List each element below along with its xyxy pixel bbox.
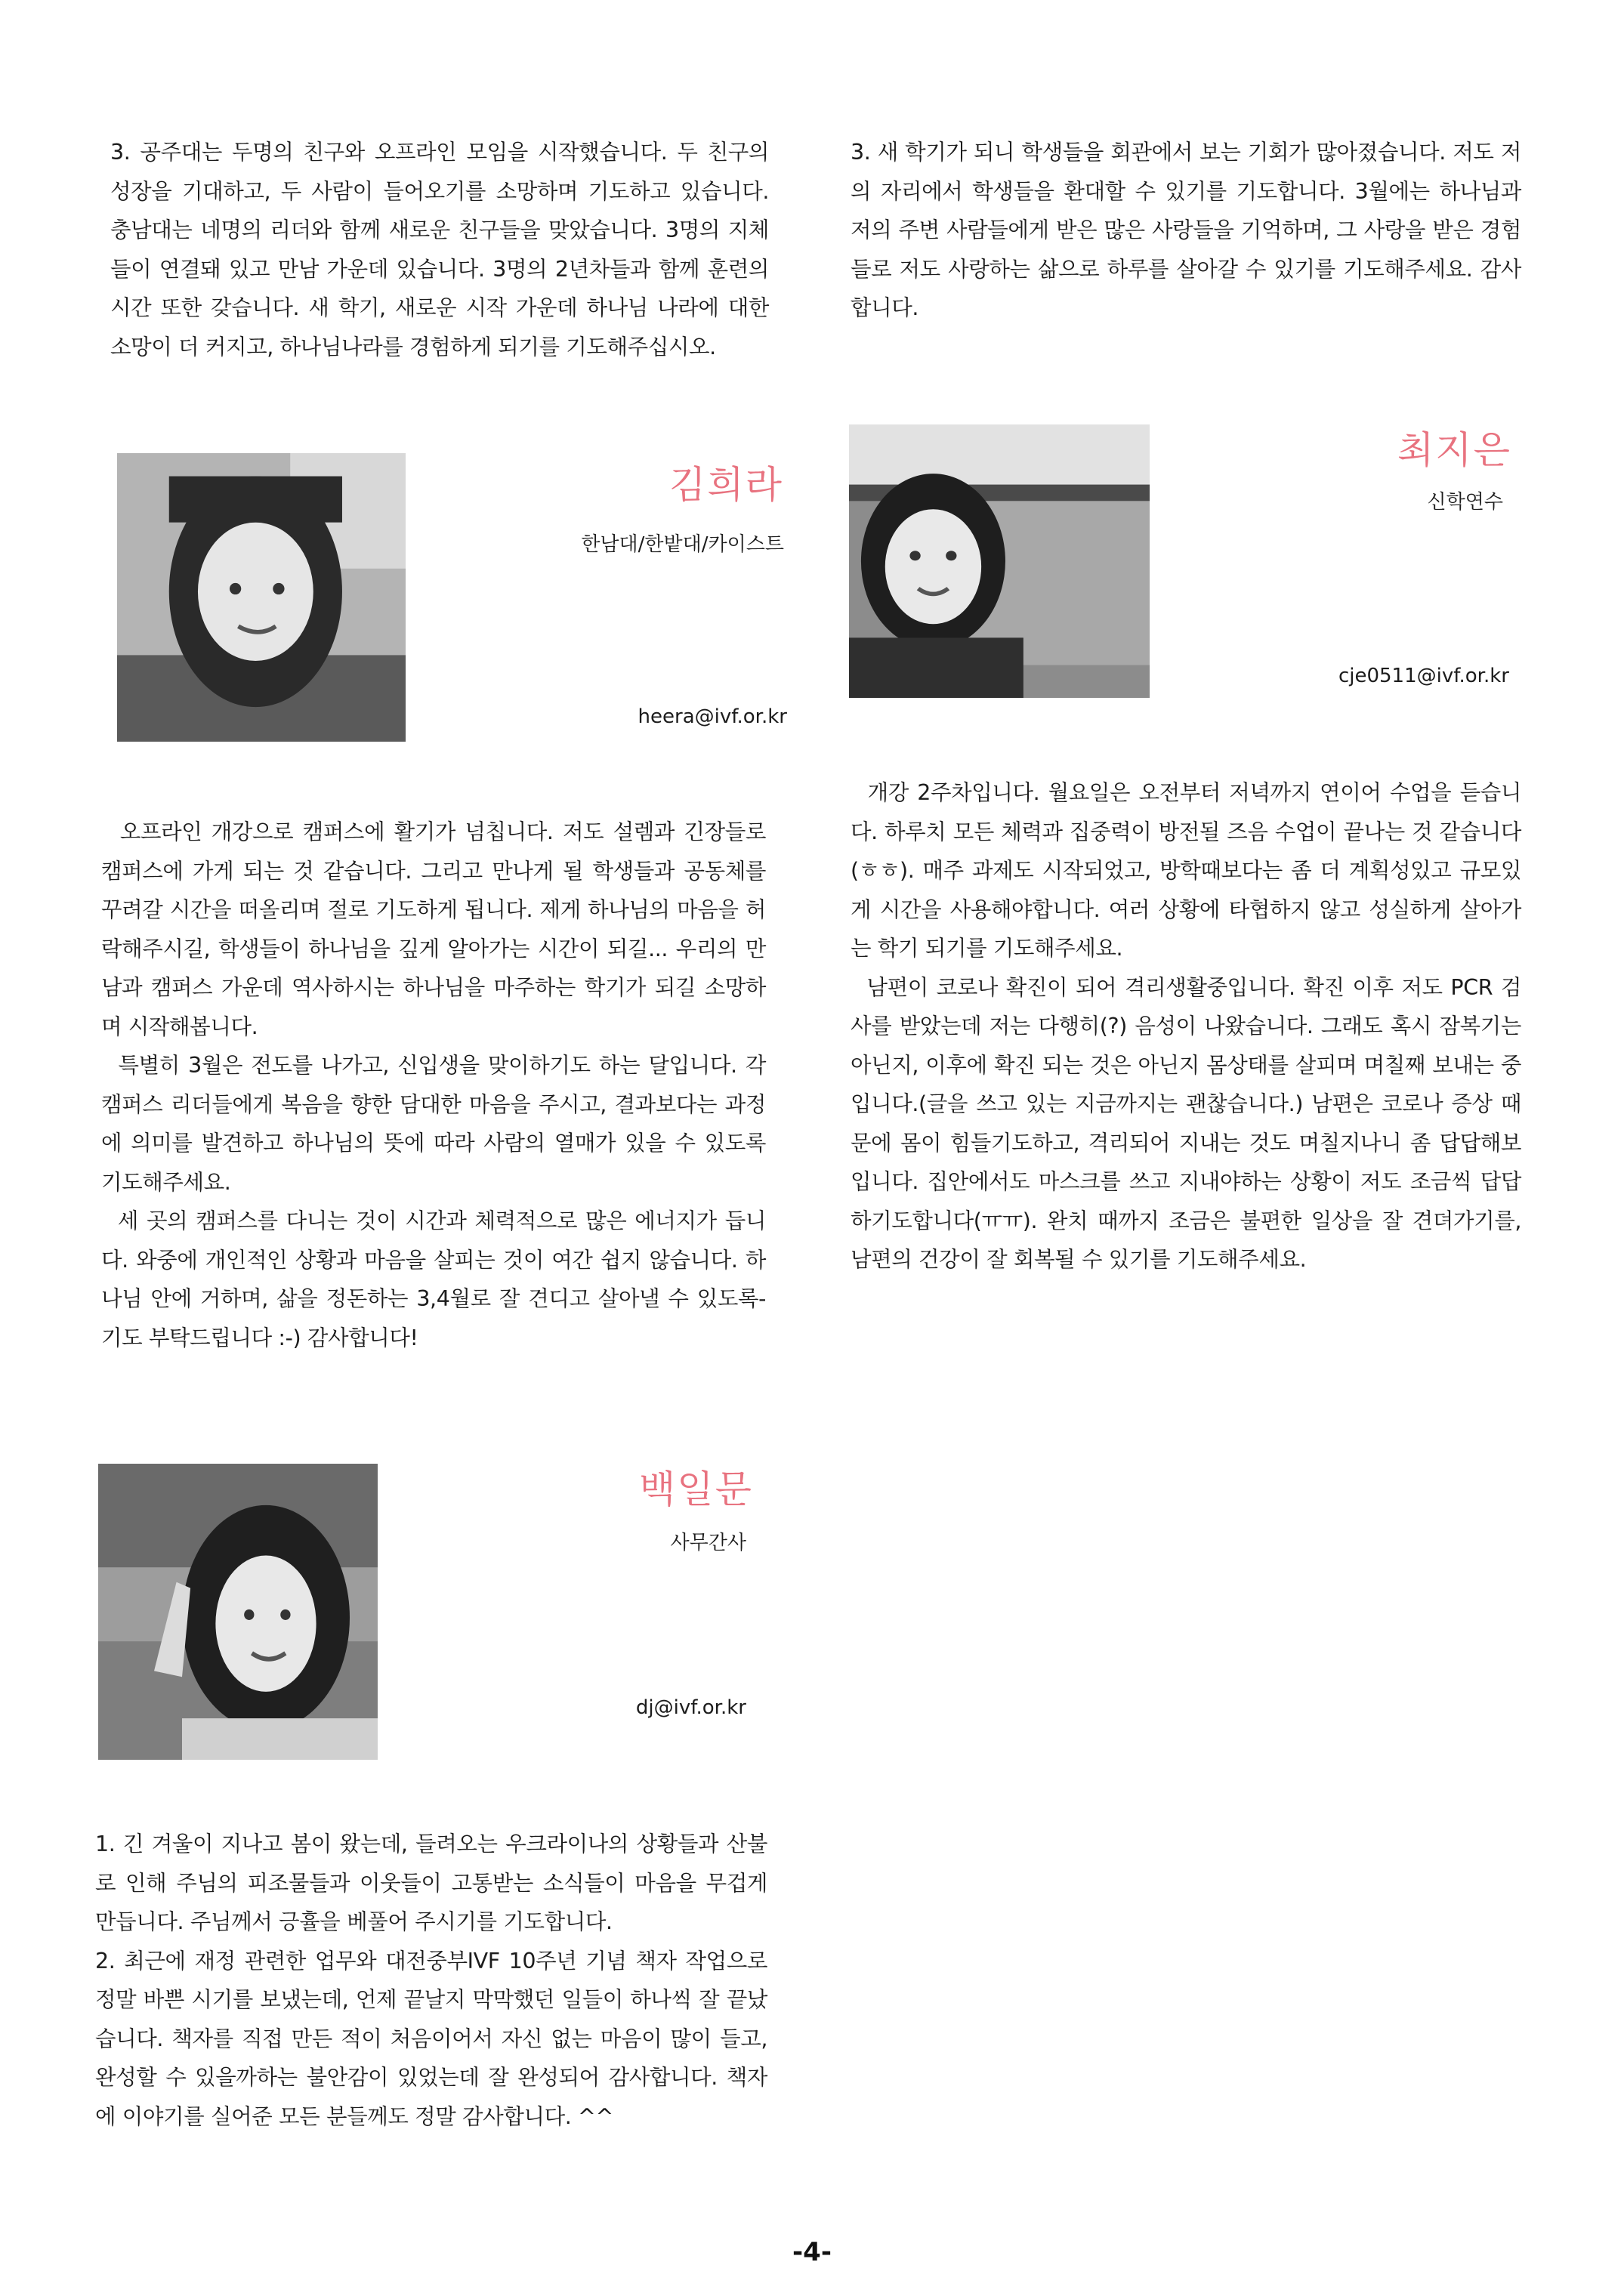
profile-photo-choi — [849, 424, 1150, 698]
profile-photo-kim — [117, 453, 406, 742]
portrait-image — [98, 1464, 378, 1760]
left-top-paragraph: 3. 공주대는 두명의 친구와 오프라인 모임을 시작했습니다. 두 친구의 성장을 기대하고, 두 사람이 들어오기를 소망하며 기도하고 있습니다. 충남대는 네명의 리더와 함께 새로운 친구들을 맞았습니다. 3명의 지체들이 연결돼 있고 만남 가운데 있습니다. 3명의 2년차들과 함께 훈련의 시간 또한 갖습니다. 새 학기, 새로운 시작 가운데 하나님 나라에 대한 소망이 더 커지고, 하나님나라를 경험하게 되기를 기도해주십시오. — [110, 140, 776, 360]
kim-body-paragraph: 오프라인 개강으로 캠퍼스에 활기가 넘칩니다. 저도 설렘과 긴장들로 캠퍼스에 가게 되는 것 같습니다. 그리고 만나게 될 학생들과 공동체를 꾸려갈 시간을 떠올리며 절로 기도하게 됩니다. 제게 하나님의 마음을 허락해주시길, 학생들이 하나님을 깊게 알아가는 시간이 되길... 우리의 만남과 캠퍼스 가운데 역사하시는 하나님을 마주하는 학기가 되길 소망하며 시작해봅니다. 특별히 3월은 전도를 나가고, 신입생을 맞이하기도 하는 달입니다. 각 캠퍼스 리더들에게 복음을 향한 담대한 마음을 주시고, 결과보다는 과정에 의미를 발견하고 하나님의 뜻에 따라 사람의 열매가 있을 수 있도록 기도해주세요. 세 곳의 캠퍼스를 다니는 것이 시간과 체력적으로 많은 에너지가 듭니다. 와중에 개인적인 상황과 마음을 살피는 것이 여간 쉽지 않습니다. 하나님 안에 거하며, 삶을 정돈하는 3,4월로 잘 견디고 살아낼 수 있도록- 기도 부탁드립니다 :-) 감사합니다! — [101, 819, 767, 1350]
profile-name-choi: 최지은 — [1397, 428, 1511, 472]
profile-email-baek: dj@ivf.or.kr — [635, 1696, 746, 1719]
page-number: -4- — [792, 2237, 832, 2267]
profile-photo-baek — [98, 1464, 378, 1760]
profile-name-baek: 백일문 — [639, 1467, 753, 1511]
portrait-image — [117, 453, 406, 742]
profile-role-choi: 신학연수 — [1427, 491, 1503, 514]
profile-role-baek: 사무간사 — [670, 1532, 746, 1554]
portrait-image — [849, 424, 1150, 698]
profile-name-kim: 김희라 — [669, 463, 783, 507]
right-top-paragraph: 3. 새 학기가 되니 학생들을 회관에서 보는 기회가 많아졌습니다. 저도 저의 자리에서 학생들을 환대할 수 있기를 기도합니다. 3월에는 하나님과 저의 주변 사람들에게 받은 많은 사랑들을 기억하며, 그 사랑을 받은 경험들로 저도 사랑하는 삶으로 하루를 살아갈 수 있기를 기도해주세요. 감사합니다. — [851, 140, 1528, 320]
baek-body-paragraph: 1. 긴 겨울이 지나고 봄이 왔는데, 들려오는 우크라이나의 상황들과 산불로 인해 주님의 피조물들과 이웃들이 고통받는 소식들이 마음을 무겁게 만듭니다. 주님께서 긍휼을 베풀어 주시기를 기도합니다. 2. 최근에 재정 관련한 업무와 대전중부IVF 10주년 기념 책자 작업으로 정말 바쁜 시기를 보냈는데, 언제 끝날지 막막했던 일들이 하나씩 잘 끝났습니다. 책자를 직접 만든 적이 처음이어서 자신 없는 마음이 많이 들고, 완성할 수 있을까하는 불안감이 있었는데 잘 완성되어 감사합니다. 책자에 이야기를 실어준 모든 분들께도 정말 감사합니다. ^^ — [95, 1832, 767, 2129]
profile-email-choi: cje0511@ivf.or.kr — [1338, 665, 1509, 687]
choi-body-paragraph: 개강 2주차입니다. 월요일은 오전부터 저녁까지 연이어 수업을 듣습니다. 하루치 모든 체력과 집중력이 방전될 즈음 수업이 끝나는 것 같습니다(ㅎㅎ). 매주 과제도 시작되었고, 방학때보다는 좀 더 계획성있고 규모있게 시간을 사용해야합니다. 여러 상황에 타협하지 않고 성실하게 살아가는 학기 되기를 기도해주세요. 남편이 코로나 확진이 되어 격리생활중입니다. 확진 이후 저도 PCR 검사를 받았는데 저는 다행히(?) 음성이 나왔습니다. 그래도 혹시 잠복기는 아닌지, 이후에 확진 되는 것은 아닌지 몸상태를 살피며 며칠째 보내는 중입니다.(글을 쓰고 있는 지금까지는 괜찮습니다.) 남편은 코로나 증상 때문에 몸이 힘들기도하고, 격리되어 지내는 것도 며칠지나니 좀 답답해보입니다. 집안에서도 마스크를 쓰고 지내야하는 상황이 저도 조금씩 답답하기도합니다(ㅠㅠ). 완치 때까지 조금은 불편한 일상을 잘 견뎌가기를, 남편의 건강이 잘 회복될 수 있기를 기도해주세요. — [851, 780, 1521, 1272]
profile-role-kim: 한남대/한밭대/카이스트 — [581, 533, 784, 556]
profile-email-kim: heera@ivf.or.kr — [638, 705, 787, 728]
